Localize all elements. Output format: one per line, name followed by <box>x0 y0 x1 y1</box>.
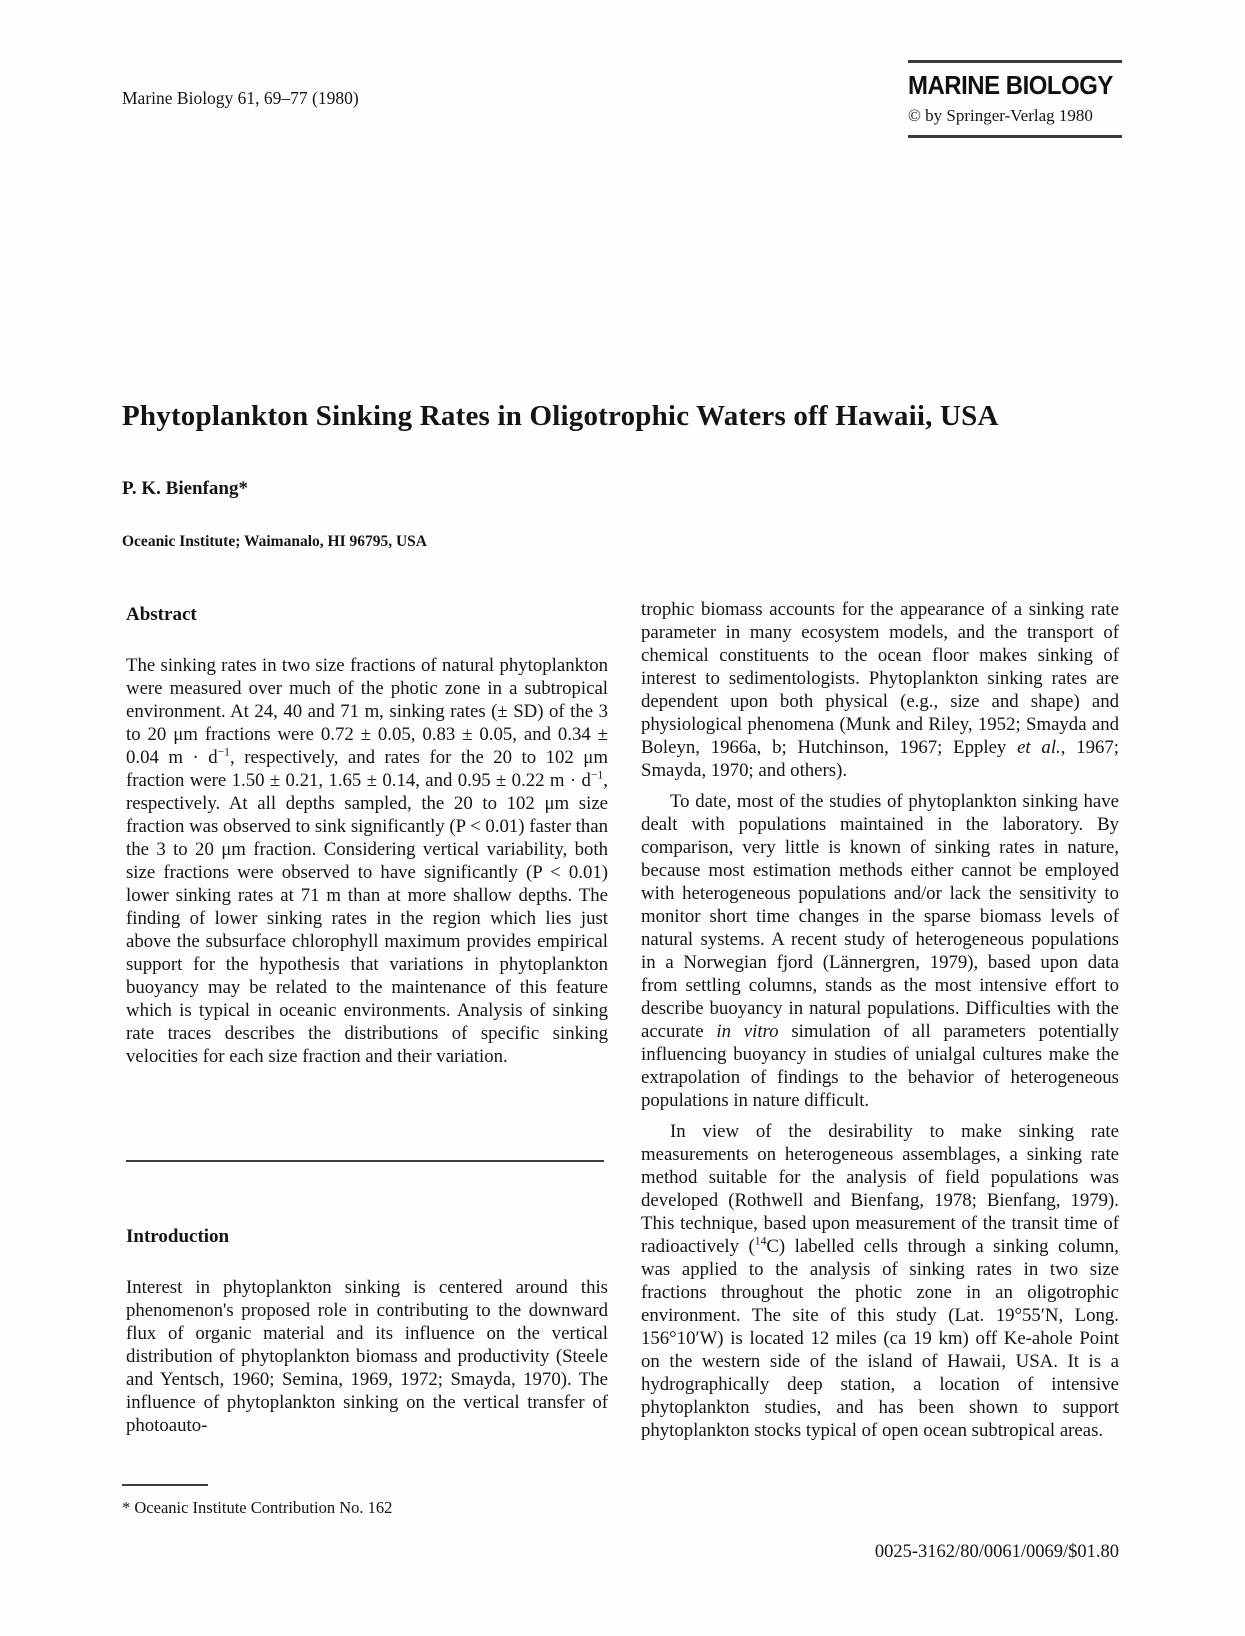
author-name: P. K. Bienfang* <box>122 478 248 499</box>
footnote-rule <box>122 1484 208 1486</box>
paragraph-continuation: trophic biomass accounts for the appearance of a sinking rate parameter in many ecosystem models, and the transport of chemical constituents to the ocean floor makes sinking of interest to sedimentologists. Phytoplankton sinking rates are dependent upon both physical (e.g., size and shape) and physiological phenomena (Munk and Riley, 1952; Smayda and Boleyn, 1966a, b; Hutchinson, 1967; Eppley et al., 1967; Smayda, 1970; and others). <box>641 599 1119 781</box>
introduction-body: Interest in phytoplankton sinking is centered around this phenomenon's proposed role in contributing to the downward flux of organic material and its influence on the vertical distribution of phytoplankton biomass and productivity (Steele and Yentsch, 1960; Semina, 1969, 1972; Smayda, 1970). The influence of phytoplankton sinking on the vertical transfer of photoauto- <box>126 1277 608 1436</box>
journal-citation: Marine Biology 61, 69–77 (1980) <box>122 88 359 108</box>
article-title: Phytoplankton Sinking Rates in Oligotrophic Waters off Hawaii, USA <box>122 400 999 432</box>
right-column <box>641 598 1119 1442</box>
journal-name: MARINE BIOLOGY <box>908 70 1113 100</box>
abstract-body: The sinking rates in two size fractions of natural phytoplankton were measured over much of the photic zone in a subtropical environment. At 24, 40 and 71 m, sinking rates (± SD) of the 3 to 20 μm fractions were 0.72 ± 0.05, 0.83 ± 0.05, and 0.34 ± 0.04 $m \cdot d^{-1}$, respectively, and rates for the 20 to 102 μm fraction were 1.50 ± 0.21, 1.65 ± 0.14, and 0.95 ± 0.22 $m \cdot d^{-1}$, respectively. At all depths sampled, the 20 to 102 μm size fraction was observed to sink significantly (P < 0.01) faster than the 3 to 20 μm fraction. Considering vertical variability, both size fractions were observed to have significantly (P < 0.01) lower sinking rates at 71 m than at more shallow depths. The finding of lower sinking rates in the region which lies just above the subsurface chlorophyll maximum provides empirical support for the hypothesis that variations in phytoplankton buoyancy may be related to the maintenance of this feature which is typical in oceanic environments. Analysis of sinking rate traces describes the distributions of specific sinking velocities for each size fraction and their variation. <box>126 655 608 1067</box>
footnote: * Oceanic Institute Contribution No. 162 <box>122 1498 393 1517</box>
author-affiliation: Oceanic Institute; Waimanalo, HI 96795, USA <box>122 533 427 550</box>
paragraph-in-view: In view of the desirability to make sinking rate measurements on heterogeneous assemblages, a sinking rate method suitable for the analysis of field populations was developed (Rothwell and Bienfang, 1978; Bienfang, 1979). This technique, based upon measurement of the transit time of radioactively ($^{14}$C) labelled cells through a sinking column, was applied to the analysis of sinking rates in two size fractions throughout the photic zone in an oligotrophic environment. The site of this study (Lat. 19°55′N, Long. 156°10′W) is located 12 miles (ca 19 km) off Ke-ahole Point on the western side of the island of Hawaii, USA. It is a hydrographically deep station, a location of intensive phytoplankton studies, and has been shown to support phytoplankton stocks typical of open ocean subtropical areas. <box>641 1121 1119 1441</box>
paragraph-to-date: To date, most of the studies of phytoplankton sinking have dealt with populations maintained in the laboratory. By comparison, very little is known of sinking rates in nature, because most estimation methods either cannot be employed with heterogeneous populations and/or lack the sensitivity to monitor short time changes in the sparse biomass levels of natural systems. A recent study of heterogeneous populations in a Norwegian fjord (Lännergren, 1979), based upon data from settling columns, stands as the most intensive effort to describe buoyancy in natural populations. Difficulties with the accurate in vitro simulation of all parameters potentially influencing buoyancy in studies of unialgal cultures make the extrapolation of findings to the behavior of heterogeneous populations in nature difficult. <box>641 791 1119 1111</box>
copyright-line: © by Springer-Verlag 1980 <box>908 106 1093 125</box>
introduction-heading: Introduction <box>126 1226 230 1247</box>
abstract-heading: Abstract <box>126 604 197 625</box>
journal-masthead <box>908 60 1122 138</box>
section-divider <box>126 1160 604 1162</box>
article-code: 0025-3162/80/0061/0069/$01.80 <box>874 1542 1119 1562</box>
